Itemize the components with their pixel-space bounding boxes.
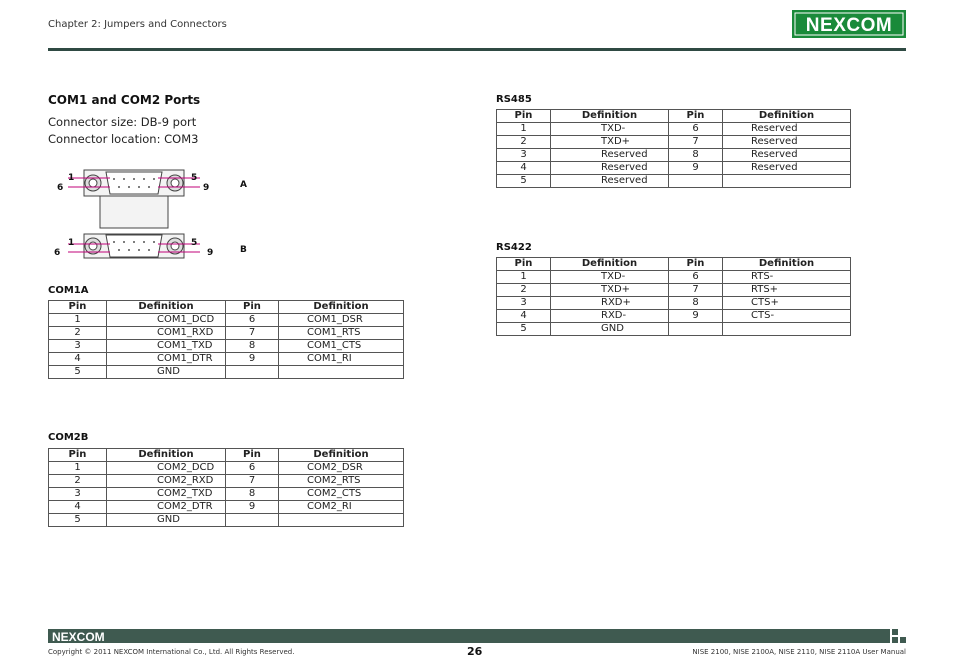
nexcom-footer-logo [52, 630, 110, 643]
table-row [497, 310, 851, 323]
pin-cell: 6 [226, 462, 279, 475]
pin-cell: 2 [49, 475, 107, 488]
pin-cell: 5 [497, 175, 551, 188]
table-row [49, 501, 404, 514]
header-definition: Definition [551, 110, 669, 123]
header-pin: Pin [497, 258, 551, 271]
definition-cell: GND [107, 366, 226, 379]
pin-cell: 7 [226, 327, 279, 340]
definition-cell [279, 514, 404, 527]
table-header-row [497, 258, 851, 271]
definition-cell: Reserved [551, 149, 669, 162]
table-row [497, 297, 851, 310]
pin-cell: 3 [49, 488, 107, 501]
header-pin: Pin [497, 110, 551, 123]
definition-cell: COM1_DCD [107, 314, 226, 327]
connector-a-label: A [240, 180, 247, 190]
pin-cell [226, 366, 279, 379]
definition-cell: RXD+ [551, 297, 669, 310]
definition-cell: TXD+ [551, 136, 669, 149]
pin-cell: 1 [49, 314, 107, 327]
definition-cell: COM1_TXD [107, 340, 226, 353]
table-row [49, 314, 404, 327]
corner-squares-icon [892, 629, 906, 643]
table-row [49, 340, 404, 353]
table-header-row [49, 449, 404, 462]
nexcom-logo-text: NEXCOM [805, 15, 893, 36]
pin-6-label-b: 6 [54, 248, 61, 258]
definition-cell: TXD+ [551, 284, 669, 297]
pin-9-label-a: 9 [203, 183, 210, 193]
table-row [497, 271, 851, 284]
pin-cell: 4 [497, 310, 551, 323]
table-row [497, 149, 851, 162]
pin-cell: 8 [669, 297, 723, 310]
pin-cell: 9 [669, 162, 723, 175]
pin-cell: 8 [669, 149, 723, 162]
copyright-text: Copyright © 2011 NEXCOM International Co., Ltd. All Rights Reserved. [48, 648, 295, 656]
definition-cell: COM2_RTS [279, 475, 404, 488]
definition-cell: Reserved [723, 136, 851, 149]
com2b-table-title: COM2B [48, 432, 89, 443]
pin-cell: 2 [497, 136, 551, 149]
pin-cell: 6 [669, 271, 723, 284]
definition-cell: GND [551, 323, 669, 336]
definition-cell [279, 366, 404, 379]
definition-cell [723, 175, 851, 188]
definition-cell: Reserved [723, 149, 851, 162]
definition-cell: COM2_DCD [107, 462, 226, 475]
rs485-table [496, 109, 851, 188]
pin-cell [669, 175, 723, 188]
definition-cell: TXD- [551, 271, 669, 284]
pin-9-label-b: 9 [207, 248, 214, 258]
definition-cell: COM1_DTR [107, 353, 226, 366]
pin-cell: 2 [49, 327, 107, 340]
pin-cell: 3 [497, 149, 551, 162]
definition-cell: Reserved [723, 162, 851, 175]
definition-cell: Reserved [551, 175, 669, 188]
definition-cell: RXD- [551, 310, 669, 323]
pin-6-label-a: 6 [57, 183, 64, 193]
header-pin: Pin [669, 110, 723, 123]
pin-cell: 6 [669, 123, 723, 136]
table-row [497, 323, 851, 336]
manual-title: NISE 2100, NISE 2100A, NISE 2110, NISE 2110A User Manual [692, 648, 906, 656]
footer-bar [48, 629, 890, 643]
table-row [49, 475, 404, 488]
db9-connector-diagram [48, 168, 278, 268]
rs422-table-title: RS422 [496, 242, 532, 253]
definition-cell: COM2_DTR [107, 501, 226, 514]
definition-cell: COM1_CTS [279, 340, 404, 353]
definition-cell: COM2_RXD [107, 475, 226, 488]
pin-1-label-b: 1 [68, 238, 75, 248]
pin-cell: 7 [226, 475, 279, 488]
rs422-table [496, 257, 851, 336]
header-definition: Definition [279, 301, 404, 314]
pin-cell: 4 [49, 501, 107, 514]
header-definition: Definition [107, 301, 226, 314]
definition-cell: COM1_RI [279, 353, 404, 366]
header-pin: Pin [669, 258, 723, 271]
header-pin: Pin [226, 449, 279, 462]
table-row [49, 353, 404, 366]
definition-cell: RTS+ [723, 284, 851, 297]
definition-cell: CTS- [723, 310, 851, 323]
definition-cell: COM2_TXD [107, 488, 226, 501]
pin-cell: 1 [497, 123, 551, 136]
connector-location: Connector location: COM3 [48, 132, 199, 146]
definition-cell: COM1_RXD [107, 327, 226, 340]
pin-cell: 9 [226, 353, 279, 366]
pin-cell: 9 [226, 501, 279, 514]
header-definition: Definition [723, 110, 851, 123]
definition-cell: GND [107, 514, 226, 527]
pin-cell: 8 [226, 340, 279, 353]
pin-cell: 5 [49, 366, 107, 379]
nexcom-footer-logo-text: NEXCOM [52, 630, 105, 643]
pin-cell: 3 [49, 340, 107, 353]
definition-cell: COM1_RTS [279, 327, 404, 340]
pin-cell: 8 [226, 488, 279, 501]
com1a-table-title: COM1A [48, 285, 89, 296]
table-row [497, 162, 851, 175]
definition-cell: CTS+ [723, 297, 851, 310]
header-rule [48, 48, 906, 51]
pin-cell: 4 [497, 162, 551, 175]
rs485-table-title: RS485 [496, 94, 532, 105]
connector-size: Connector size: DB-9 port [48, 115, 197, 129]
pin-cell: 5 [497, 323, 551, 336]
header-definition: Definition [107, 449, 226, 462]
table-row [497, 136, 851, 149]
header-definition: Definition [723, 258, 851, 271]
com1a-table [48, 300, 404, 379]
definition-cell: RTS- [723, 271, 851, 284]
pin-1-label-a: 1 [68, 173, 75, 183]
definition-cell: TXD- [551, 123, 669, 136]
header-pin: Pin [49, 449, 107, 462]
table-row [497, 123, 851, 136]
chapter-title: Chapter 2: Jumpers and Connectors [48, 19, 227, 30]
section-title: COM1 and COM2 Ports [48, 93, 201, 107]
table-row [49, 366, 404, 379]
definition-cell: Reserved [551, 162, 669, 175]
header-pin: Pin [226, 301, 279, 314]
table-row [49, 327, 404, 340]
table-row [49, 462, 404, 475]
pin-cell: 7 [669, 136, 723, 149]
definition-cell: Reserved [723, 123, 851, 136]
header-definition: Definition [279, 449, 404, 462]
pin-cell: 1 [497, 271, 551, 284]
nexcom-logo [792, 10, 906, 38]
header-definition: Definition [551, 258, 669, 271]
header-pin: Pin [49, 301, 107, 314]
pin-5-label-b: 5 [191, 238, 198, 248]
pin-cell: 5 [49, 514, 107, 527]
pin-cell: 9 [669, 310, 723, 323]
table-row [497, 175, 851, 188]
pin-cell [669, 323, 723, 336]
connector-a [68, 170, 200, 228]
table-header-row [497, 110, 851, 123]
table-row [49, 488, 404, 501]
definition-cell [723, 323, 851, 336]
definition-cell: COM2_DSR [279, 462, 404, 475]
definition-cell: COM2_RI [279, 501, 404, 514]
pin-cell: 2 [497, 284, 551, 297]
table-row [49, 514, 404, 527]
pin-5-label-a: 5 [191, 173, 198, 183]
pin-cell: 7 [669, 284, 723, 297]
definition-cell: COM2_CTS [279, 488, 404, 501]
table-row [497, 284, 851, 297]
pin-cell: 1 [49, 462, 107, 475]
com2b-table [48, 448, 404, 527]
pin-cell: 3 [497, 297, 551, 310]
pin-cell: 4 [49, 353, 107, 366]
definition-cell: COM1_DSR [279, 314, 404, 327]
pin-cell: 6 [226, 314, 279, 327]
table-header-row [49, 301, 404, 314]
page-number: 26 [467, 645, 483, 658]
connector-b-label: B [240, 245, 247, 255]
connector-b [68, 234, 200, 258]
pin-cell [226, 514, 279, 527]
